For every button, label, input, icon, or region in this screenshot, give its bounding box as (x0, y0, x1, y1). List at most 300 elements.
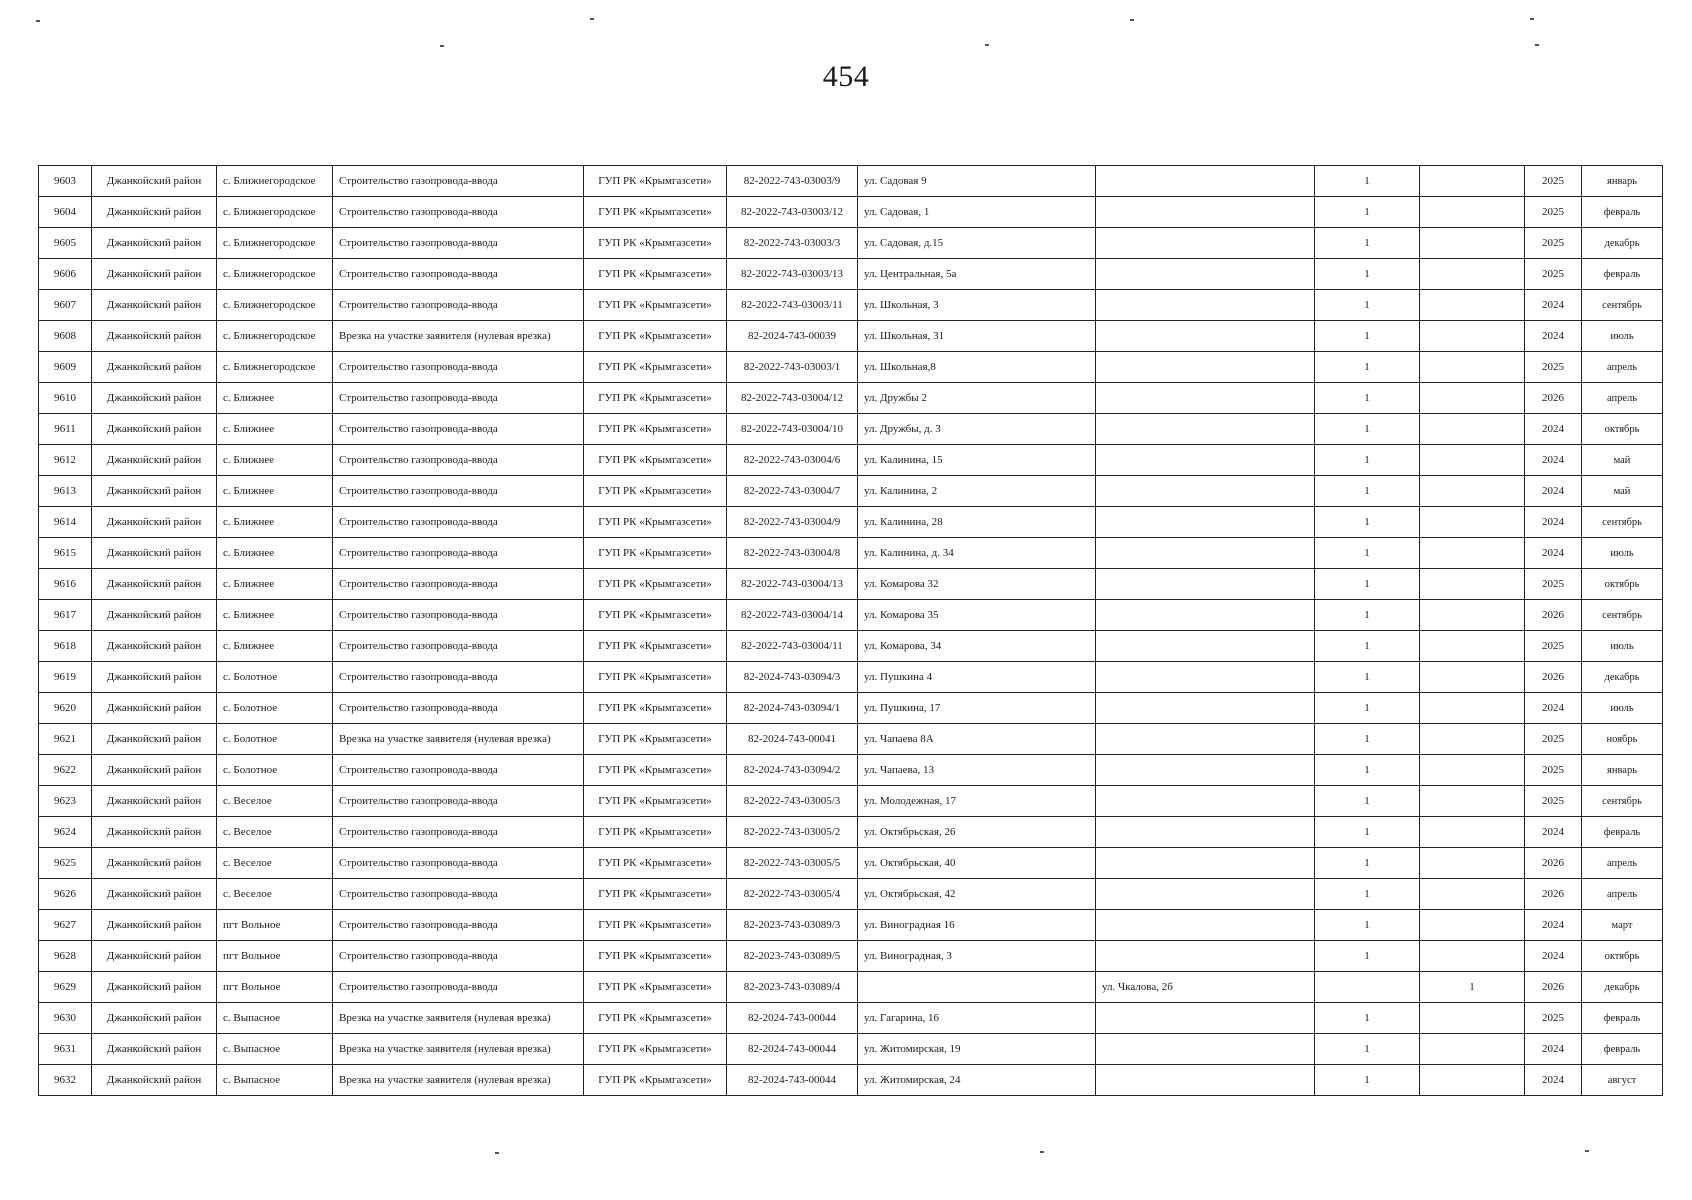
registry-code-cell: 82-2022-743-03005/2 (727, 817, 858, 848)
locality-cell: с. Ближнее (217, 538, 333, 569)
address-alt-cell (1096, 166, 1315, 197)
count-alt-cell (1420, 786, 1525, 817)
district-cell: Джанкойский район (92, 290, 217, 321)
table-row (39, 662, 1663, 693)
address-cell: ул. Комарова 35 (858, 600, 1096, 631)
work-type-cell: Строительство газопровода-ввода (333, 848, 584, 879)
locality-cell: с. Ближнее (217, 600, 333, 631)
address-alt-cell (1096, 197, 1315, 228)
row-number: 9613 (39, 476, 92, 507)
count-cell: 1 (1315, 414, 1420, 445)
locality-cell: с. Ближнегородское (217, 197, 333, 228)
organization-cell: ГУП РК «Крымгазсети» (584, 290, 727, 321)
locality-cell: с. Ближнегородское (217, 166, 333, 197)
address-alt-cell: ул. Чкалова, 2б (1096, 972, 1315, 1003)
organization-cell: ГУП РК «Крымгазсети» (584, 228, 727, 259)
month-cell: сентябрь (1582, 786, 1663, 817)
count-alt-cell (1420, 631, 1525, 662)
table-row (39, 259, 1663, 290)
table-row (39, 786, 1663, 817)
address-alt-cell (1096, 631, 1315, 662)
locality-cell: с. Болотное (217, 755, 333, 786)
count-cell: 1 (1315, 321, 1420, 352)
month-cell: январь (1582, 755, 1663, 786)
row-number: 9621 (39, 724, 92, 755)
locality-cell: с. Ближнее (217, 414, 333, 445)
count-alt-cell (1420, 414, 1525, 445)
table-row (39, 879, 1663, 910)
organization-cell: ГУП РК «Крымгазсети» (584, 1034, 727, 1065)
count-cell: 1 (1315, 941, 1420, 972)
row-number: 9607 (39, 290, 92, 321)
address-cell: ул. Школьная, 3 (858, 290, 1096, 321)
table-row (39, 972, 1663, 1003)
year-cell: 2026 (1525, 600, 1582, 631)
month-cell: апрель (1582, 383, 1663, 414)
count-alt-cell (1420, 662, 1525, 693)
registry-code-cell: 82-2024-743-00044 (727, 1003, 858, 1034)
count-cell: 1 (1315, 910, 1420, 941)
district-cell: Джанкойский район (92, 166, 217, 197)
address-cell: ул. Калинина, 15 (858, 445, 1096, 476)
district-cell: Джанкойский район (92, 631, 217, 662)
work-type-cell: Строительство газопровода-ввода (333, 290, 584, 321)
address-alt-cell (1096, 848, 1315, 879)
locality-cell: с. Ближнее (217, 631, 333, 662)
year-cell: 2024 (1525, 476, 1582, 507)
row-number: 9604 (39, 197, 92, 228)
registry-code-cell: 82-2022-743-03004/8 (727, 538, 858, 569)
address-cell: ул. Калинина, д. 34 (858, 538, 1096, 569)
row-number: 9627 (39, 910, 92, 941)
year-cell: 2024 (1525, 693, 1582, 724)
table-row (39, 414, 1663, 445)
count-cell: 1 (1315, 817, 1420, 848)
district-cell: Джанкойский район (92, 755, 217, 786)
registry-code-cell: 82-2022-743-03005/4 (727, 879, 858, 910)
count-alt-cell (1420, 383, 1525, 414)
organization-cell: ГУП РК «Крымгазсети» (584, 755, 727, 786)
locality-cell: пгт Вольное (217, 972, 333, 1003)
locality-cell: с. Ближнегородское (217, 290, 333, 321)
row-number: 9614 (39, 507, 92, 538)
district-cell: Джанкойский район (92, 848, 217, 879)
scan-speck (36, 20, 40, 22)
table-row (39, 228, 1663, 259)
count-alt-cell (1420, 166, 1525, 197)
locality-cell: с. Болотное (217, 724, 333, 755)
address-alt-cell (1096, 383, 1315, 414)
registry-code-cell: 82-2022-743-03004/10 (727, 414, 858, 445)
year-cell: 2025 (1525, 166, 1582, 197)
locality-cell: с. Веселое (217, 817, 333, 848)
locality-cell: с. Ближнее (217, 383, 333, 414)
organization-cell: ГУП РК «Крымгазсети» (584, 848, 727, 879)
address-alt-cell (1096, 569, 1315, 600)
month-cell: ноябрь (1582, 724, 1663, 755)
locality-cell: с. Болотное (217, 693, 333, 724)
organization-cell: ГУП РК «Крымгазсети» (584, 321, 727, 352)
organization-cell: ГУП РК «Крымгазсети» (584, 941, 727, 972)
table-row (39, 507, 1663, 538)
organization-cell: ГУП РК «Крымгазсети» (584, 724, 727, 755)
count-cell: 1 (1315, 538, 1420, 569)
organization-cell: ГУП РК «Крымгазсети» (584, 197, 727, 228)
locality-cell: с. Веселое (217, 786, 333, 817)
district-cell: Джанкойский район (92, 538, 217, 569)
table-row (39, 693, 1663, 724)
registry-code-cell: 82-2022-743-03004/13 (727, 569, 858, 600)
count-cell (1315, 972, 1420, 1003)
registry-code-cell: 82-2024-743-03094/3 (727, 662, 858, 693)
address-cell: ул. Садовая, 1 (858, 197, 1096, 228)
scan-speck (1535, 44, 1539, 46)
registry-code-cell: 82-2022-743-03005/5 (727, 848, 858, 879)
address-cell: ул. Калинина, 28 (858, 507, 1096, 538)
count-alt-cell (1420, 352, 1525, 383)
address-alt-cell (1096, 445, 1315, 476)
address-alt-cell (1096, 910, 1315, 941)
district-cell: Джанкойский район (92, 879, 217, 910)
year-cell: 2024 (1525, 290, 1582, 321)
row-number: 9605 (39, 228, 92, 259)
count-cell: 1 (1315, 228, 1420, 259)
district-cell: Джанкойский район (92, 600, 217, 631)
year-cell: 2025 (1525, 755, 1582, 786)
work-type-cell: Врезка на участке заявителя (нулевая врезка) (333, 1065, 584, 1096)
count-cell: 1 (1315, 1034, 1420, 1065)
scan-speck (495, 1152, 499, 1154)
table-row (39, 352, 1663, 383)
year-cell: 2025 (1525, 631, 1582, 662)
work-type-cell: Строительство газопровода-ввода (333, 414, 584, 445)
count-alt-cell (1420, 817, 1525, 848)
registry-code-cell: 82-2024-743-03094/1 (727, 693, 858, 724)
address-alt-cell (1096, 290, 1315, 321)
year-cell: 2026 (1525, 662, 1582, 693)
organization-cell: ГУП РК «Крымгазсети» (584, 1065, 727, 1096)
work-type-cell: Врезка на участке заявителя (нулевая врезка) (333, 1034, 584, 1065)
address-cell: ул. Садовая 9 (858, 166, 1096, 197)
address-cell: ул. Житомирская, 24 (858, 1065, 1096, 1096)
year-cell: 2025 (1525, 259, 1582, 290)
address-cell: ул. Октябрьская, 26 (858, 817, 1096, 848)
work-type-cell: Строительство газопровода-ввода (333, 817, 584, 848)
scan-speck (1530, 18, 1534, 20)
year-cell: 2026 (1525, 879, 1582, 910)
registry-code-cell: 82-2024-743-03094/2 (727, 755, 858, 786)
count-alt-cell (1420, 600, 1525, 631)
address-cell: ул. Центральная, 5а (858, 259, 1096, 290)
organization-cell: ГУП РК «Крымгазсети» (584, 879, 727, 910)
count-cell: 1 (1315, 290, 1420, 321)
row-number: 9624 (39, 817, 92, 848)
organization-cell: ГУП РК «Крымгазсети» (584, 910, 727, 941)
registry-code-cell: 82-2022-743-03004/6 (727, 445, 858, 476)
row-number: 9609 (39, 352, 92, 383)
count-cell: 1 (1315, 755, 1420, 786)
organization-cell: ГУП РК «Крымгазсети» (584, 817, 727, 848)
district-cell: Джанкойский район (92, 383, 217, 414)
work-type-cell: Строительство газопровода-ввода (333, 755, 584, 786)
organization-cell: ГУП РК «Крымгазсети» (584, 476, 727, 507)
count-alt-cell (1420, 197, 1525, 228)
count-alt-cell (1420, 259, 1525, 290)
district-cell: Джанкойский район (92, 445, 217, 476)
work-type-cell: Строительство газопровода-ввода (333, 786, 584, 817)
count-alt-cell (1420, 290, 1525, 321)
month-cell: сентябрь (1582, 290, 1663, 321)
count-alt-cell (1420, 755, 1525, 786)
organization-cell: ГУП РК «Крымгазсети» (584, 600, 727, 631)
year-cell: 2025 (1525, 228, 1582, 259)
scan-speck (985, 44, 989, 46)
address-alt-cell (1096, 724, 1315, 755)
count-alt-cell (1420, 228, 1525, 259)
month-cell: май (1582, 476, 1663, 507)
registry-table (38, 165, 1663, 1096)
month-cell: май (1582, 445, 1663, 476)
count-cell: 1 (1315, 848, 1420, 879)
year-cell: 2025 (1525, 569, 1582, 600)
organization-cell: ГУП РК «Крымгазсети» (584, 352, 727, 383)
registry-code-cell: 82-2024-743-00041 (727, 724, 858, 755)
month-cell: декабрь (1582, 662, 1663, 693)
count-alt-cell (1420, 1065, 1525, 1096)
year-cell: 2024 (1525, 445, 1582, 476)
table-row (39, 941, 1663, 972)
month-cell: февраль (1582, 1003, 1663, 1034)
registry-code-cell: 82-2022-743-03005/3 (727, 786, 858, 817)
district-cell: Джанкойский район (92, 693, 217, 724)
month-cell: октябрь (1582, 414, 1663, 445)
row-number: 9617 (39, 600, 92, 631)
district-cell: Джанкойский район (92, 476, 217, 507)
year-cell: 2025 (1525, 724, 1582, 755)
row-number: 9615 (39, 538, 92, 569)
work-type-cell: Строительство газопровода-ввода (333, 259, 584, 290)
table-row (39, 445, 1663, 476)
year-cell: 2024 (1525, 538, 1582, 569)
organization-cell: ГУП РК «Крымгазсети» (584, 538, 727, 569)
registry-code-cell: 82-2022-743-03004/9 (727, 507, 858, 538)
locality-cell: с. Ближнегородское (217, 321, 333, 352)
district-cell: Джанкойский район (92, 972, 217, 1003)
table-row (39, 848, 1663, 879)
address-alt-cell (1096, 755, 1315, 786)
row-number: 9626 (39, 879, 92, 910)
count-alt-cell (1420, 693, 1525, 724)
table-row (39, 290, 1663, 321)
year-cell: 2024 (1525, 414, 1582, 445)
table-row (39, 476, 1663, 507)
count-cell: 1 (1315, 383, 1420, 414)
count-alt-cell (1420, 538, 1525, 569)
district-cell: Джанкойский район (92, 1065, 217, 1096)
locality-cell: с. Выпасное (217, 1065, 333, 1096)
address-alt-cell (1096, 321, 1315, 352)
registry-code-cell: 82-2022-743-03004/12 (727, 383, 858, 414)
locality-cell: с. Ближнегородское (217, 259, 333, 290)
registry-code-cell: 82-2022-743-03003/9 (727, 166, 858, 197)
month-cell: апрель (1582, 879, 1663, 910)
locality-cell: с. Ближнее (217, 569, 333, 600)
district-cell: Джанкойский район (92, 817, 217, 848)
count-alt-cell (1420, 476, 1525, 507)
count-cell: 1 (1315, 600, 1420, 631)
count-cell: 1 (1315, 662, 1420, 693)
count-cell: 1 (1315, 569, 1420, 600)
locality-cell: с. Ближнегородское (217, 228, 333, 259)
count-cell: 1 (1315, 879, 1420, 910)
organization-cell: ГУП РК «Крымгазсети» (584, 166, 727, 197)
month-cell: февраль (1582, 197, 1663, 228)
registry-code-cell: 82-2022-743-03003/13 (727, 259, 858, 290)
address-alt-cell (1096, 1003, 1315, 1034)
work-type-cell: Строительство газопровода-ввода (333, 569, 584, 600)
address-cell: ул. Чапаева, 13 (858, 755, 1096, 786)
month-cell: июль (1582, 631, 1663, 662)
locality-cell: с. Болотное (217, 662, 333, 693)
count-alt-cell (1420, 941, 1525, 972)
work-type-cell: Врезка на участке заявителя (нулевая врезка) (333, 1003, 584, 1034)
count-cell: 1 (1315, 693, 1420, 724)
row-number: 9606 (39, 259, 92, 290)
count-alt-cell (1420, 1034, 1525, 1065)
scan-speck (1130, 19, 1134, 21)
organization-cell: ГУП РК «Крымгазсети» (584, 1003, 727, 1034)
work-type-cell: Строительство газопровода-ввода (333, 352, 584, 383)
district-cell: Джанкойский район (92, 352, 217, 383)
table-row (39, 383, 1663, 414)
count-cell: 1 (1315, 786, 1420, 817)
organization-cell: ГУП РК «Крымгазсети» (584, 631, 727, 662)
address-cell: ул. Чапаева 8А (858, 724, 1096, 755)
work-type-cell: Строительство газопровода-ввода (333, 538, 584, 569)
district-cell: Джанкойский район (92, 1034, 217, 1065)
address-alt-cell (1096, 1034, 1315, 1065)
year-cell: 2024 (1525, 910, 1582, 941)
row-number: 9611 (39, 414, 92, 445)
address-cell: ул. Житомирская, 19 (858, 1034, 1096, 1065)
row-number: 9620 (39, 693, 92, 724)
address-alt-cell (1096, 662, 1315, 693)
registry-rows (39, 166, 1663, 1096)
address-cell: ул. Гагарина, 16 (858, 1003, 1096, 1034)
count-cell: 1 (1315, 631, 1420, 662)
month-cell: сентябрь (1582, 600, 1663, 631)
work-type-cell: Строительство газопровода-ввода (333, 166, 584, 197)
address-cell: ул. Пушкина, 17 (858, 693, 1096, 724)
registry-code-cell: 82-2022-743-03004/14 (727, 600, 858, 631)
work-type-cell: Строительство газопровода-ввода (333, 507, 584, 538)
count-alt-cell (1420, 569, 1525, 600)
address-alt-cell (1096, 1065, 1315, 1096)
address-cell (858, 972, 1096, 1003)
count-cell: 1 (1315, 259, 1420, 290)
address-cell: ул. Пушкина 4 (858, 662, 1096, 693)
year-cell: 2024 (1525, 1034, 1582, 1065)
count-alt-cell (1420, 445, 1525, 476)
locality-cell: с. Ближнегородское (217, 352, 333, 383)
registry-code-cell: 82-2023-743-03089/5 (727, 941, 858, 972)
registry-code-cell: 82-2022-743-03004/11 (727, 631, 858, 662)
row-number: 9629 (39, 972, 92, 1003)
work-type-cell: Строительство газопровода-ввода (333, 972, 584, 1003)
address-cell: ул. Виноградная, 3 (858, 941, 1096, 972)
table-row (39, 755, 1663, 786)
work-type-cell: Врезка на участке заявителя (нулевая врезка) (333, 321, 584, 352)
locality-cell: пгт Вольное (217, 910, 333, 941)
month-cell: июль (1582, 538, 1663, 569)
scan-speck (590, 18, 594, 20)
district-cell: Джанкойский район (92, 1003, 217, 1034)
organization-cell: ГУП РК «Крымгазсети» (584, 507, 727, 538)
year-cell: 2024 (1525, 321, 1582, 352)
month-cell: июль (1582, 693, 1663, 724)
district-cell: Джанкойский район (92, 321, 217, 352)
district-cell: Джанкойский район (92, 507, 217, 538)
address-cell: ул. Комарова, 34 (858, 631, 1096, 662)
district-cell: Джанкойский район (92, 941, 217, 972)
district-cell: Джанкойский район (92, 414, 217, 445)
address-cell: ул. Калинина, 2 (858, 476, 1096, 507)
row-number: 9618 (39, 631, 92, 662)
work-type-cell: Строительство газопровода-ввода (333, 910, 584, 941)
month-cell: декабрь (1582, 228, 1663, 259)
address-alt-cell (1096, 476, 1315, 507)
address-alt-cell (1096, 507, 1315, 538)
month-cell: апрель (1582, 352, 1663, 383)
year-cell: 2026 (1525, 848, 1582, 879)
year-cell: 2024 (1525, 1065, 1582, 1096)
count-alt-cell (1420, 507, 1525, 538)
row-number: 9630 (39, 1003, 92, 1034)
address-cell: ул. Школьная,8 (858, 352, 1096, 383)
address-alt-cell (1096, 228, 1315, 259)
table-row (39, 724, 1663, 755)
count-cell: 1 (1315, 724, 1420, 755)
row-number: 9619 (39, 662, 92, 693)
table-row (39, 538, 1663, 569)
year-cell: 2024 (1525, 507, 1582, 538)
address-cell: ул. Дружбы 2 (858, 383, 1096, 414)
table-row (39, 321, 1663, 352)
month-cell: август (1582, 1065, 1663, 1096)
district-cell: Джанкойский район (92, 786, 217, 817)
count-cell: 1 (1315, 507, 1420, 538)
registry-code-cell: 82-2023-743-03089/3 (727, 910, 858, 941)
count-cell: 1 (1315, 197, 1420, 228)
scan-speck (1040, 1151, 1044, 1153)
locality-cell: пгт Вольное (217, 941, 333, 972)
organization-cell: ГУП РК «Крымгазсети» (584, 383, 727, 414)
organization-cell: ГУП РК «Крымгазсети» (584, 972, 727, 1003)
row-number: 9631 (39, 1034, 92, 1065)
table-row (39, 1034, 1663, 1065)
table-row (39, 197, 1663, 228)
address-alt-cell (1096, 941, 1315, 972)
row-number: 9616 (39, 569, 92, 600)
month-cell: июль (1582, 321, 1663, 352)
organization-cell: ГУП РК «Крымгазсети» (584, 693, 727, 724)
work-type-cell: Строительство газопровода-ввода (333, 600, 584, 631)
district-cell: Джанкойский район (92, 569, 217, 600)
address-cell: ул. Комарова 32 (858, 569, 1096, 600)
row-number: 9608 (39, 321, 92, 352)
row-number: 9610 (39, 383, 92, 414)
row-number: 9623 (39, 786, 92, 817)
